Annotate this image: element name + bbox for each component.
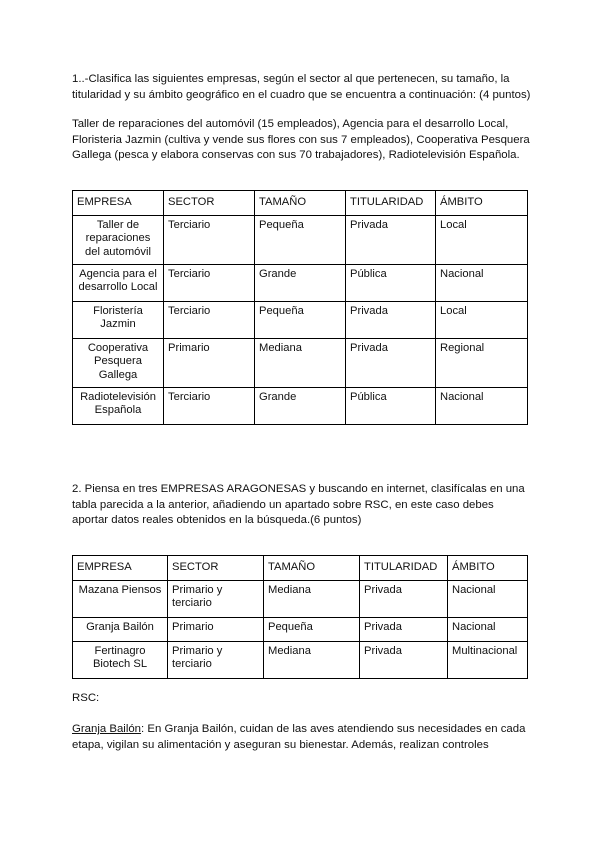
table-cell: Privada: [360, 580, 448, 617]
table-1-header-cell: TITULARIDAD: [346, 191, 436, 216]
table-cell: Local: [436, 301, 528, 338]
table-cell: Terciario: [164, 387, 255, 424]
rsc-paragraph: [72, 722, 532, 753]
table-cell: Primario: [164, 338, 255, 387]
table-cell-company: Floristería Jazmin: [73, 301, 164, 338]
table-2-header-row: [73, 556, 528, 581]
table-cell: Primario y terciario: [168, 580, 264, 617]
table-cell: Primario y terciario: [168, 641, 264, 678]
table-cell: Privada: [360, 641, 448, 678]
table-cell: Grande: [255, 387, 346, 424]
table-cell-company: Radiotelevisión Española: [73, 387, 164, 424]
table-cell: Privada: [346, 215, 436, 264]
table-cell: Privada: [346, 301, 436, 338]
table-cell: Mediana: [264, 580, 360, 617]
table-cell: Nacional: [436, 387, 528, 424]
table-cell-company: Granja Bailón: [73, 617, 168, 641]
table-cell: Mediana: [255, 338, 346, 387]
table-cell: Local: [436, 215, 528, 264]
table-cell: Pública: [346, 387, 436, 424]
table-2-header-cell: ÁMBITO: [448, 556, 528, 581]
table-cell: Pequeña: [255, 215, 346, 264]
table-cell: Nacional: [448, 580, 528, 617]
table-row: [73, 338, 528, 387]
table-cell: Nacional: [448, 617, 528, 641]
table-cell: Multinacional: [448, 641, 528, 678]
question-2-text: 2. Piensa en tres EMPRESAS ARAGONESAS y buscando en internet, clasifícalas en una tabla parecida a la anterior, añadiendo un apartado sobre RSC, en este caso debes aportar datos reales obtenidos en la búsqueda.(6 puntos): [72, 483, 525, 526]
table-2-header-cell: SECTOR: [168, 556, 264, 581]
table-row: [73, 215, 528, 264]
rsc-description: : En Granja Bailón, cuidan de las aves atendiendo sus necesidades en cada etapa, vigilan su alimentación y aseguran su bienestar. Además, realizan controles: [72, 723, 526, 751]
table-cell: Pequeña: [255, 301, 346, 338]
table-cell-company: Taller de reparaciones del automóvil: [73, 215, 164, 264]
table-1-header-cell: SECTOR: [164, 191, 255, 216]
table-row: [73, 301, 528, 338]
question-1-text: 1..-Clasifica las siguientes empresas, según el sector al que pertenecen, su tamaño, la titularidad y su ámbito geográfico en el cuadro que se encuentra a continuación: (4 puntos): [72, 73, 531, 101]
table-row: [73, 264, 528, 301]
table-row: [73, 617, 528, 641]
table-1-header-cell: ÁMBITO: [436, 191, 528, 216]
table-cell: Privada: [360, 617, 448, 641]
rsc-company-name: Granja Bailón: [72, 723, 142, 735]
table-cell: Primario: [168, 617, 264, 641]
table-row: [73, 580, 528, 617]
rsc-label: RSC:: [72, 692, 100, 704]
table-cell: Pública: [346, 264, 436, 301]
table-row: [73, 641, 528, 678]
table-2-header-cell: EMPRESA: [73, 556, 168, 581]
table-cell: Terciario: [164, 301, 255, 338]
table-cell: Mediana: [264, 641, 360, 678]
table-cell: Pequeña: [264, 617, 360, 641]
table-cell: Terciario: [164, 264, 255, 301]
table-cell-company: Cooperativa Pesquera Gallega: [73, 338, 164, 387]
table-1-header-cell: TAMAÑO: [255, 191, 346, 216]
table-cell: Grande: [255, 264, 346, 301]
question-1-intro: Taller de reparaciones del automóvil (15 empleados), Agencia para el desarrollo Local, Floristeria Jazmin (cultiva y vende sus flores con sus 7 empleados), Cooperativa Pesquera Gallega (pesca y elabora conservas con sus 70 trabajadores), Radiotelevisión Española.: [72, 118, 530, 161]
table-cell-company: Agencia para el desarrollo Local: [73, 264, 164, 301]
companies-table-2: [72, 555, 528, 679]
table-cell-company: Mazana Piensos: [73, 580, 168, 617]
table-1-header-cell: EMPRESA: [73, 191, 164, 216]
table-2-header-cell: TAMAÑO: [264, 556, 360, 581]
table-cell: Terciario: [164, 215, 255, 264]
companies-table-1: [72, 190, 528, 425]
table-row: [73, 387, 528, 424]
table-cell: Regional: [436, 338, 528, 387]
table-cell-company: Fertinagro Biotech SL: [73, 641, 168, 678]
table-2-header-cell: TITULARIDAD: [360, 556, 448, 581]
table-cell: Nacional: [436, 264, 528, 301]
table-cell: Privada: [346, 338, 436, 387]
table-1-header-row: [73, 191, 528, 216]
